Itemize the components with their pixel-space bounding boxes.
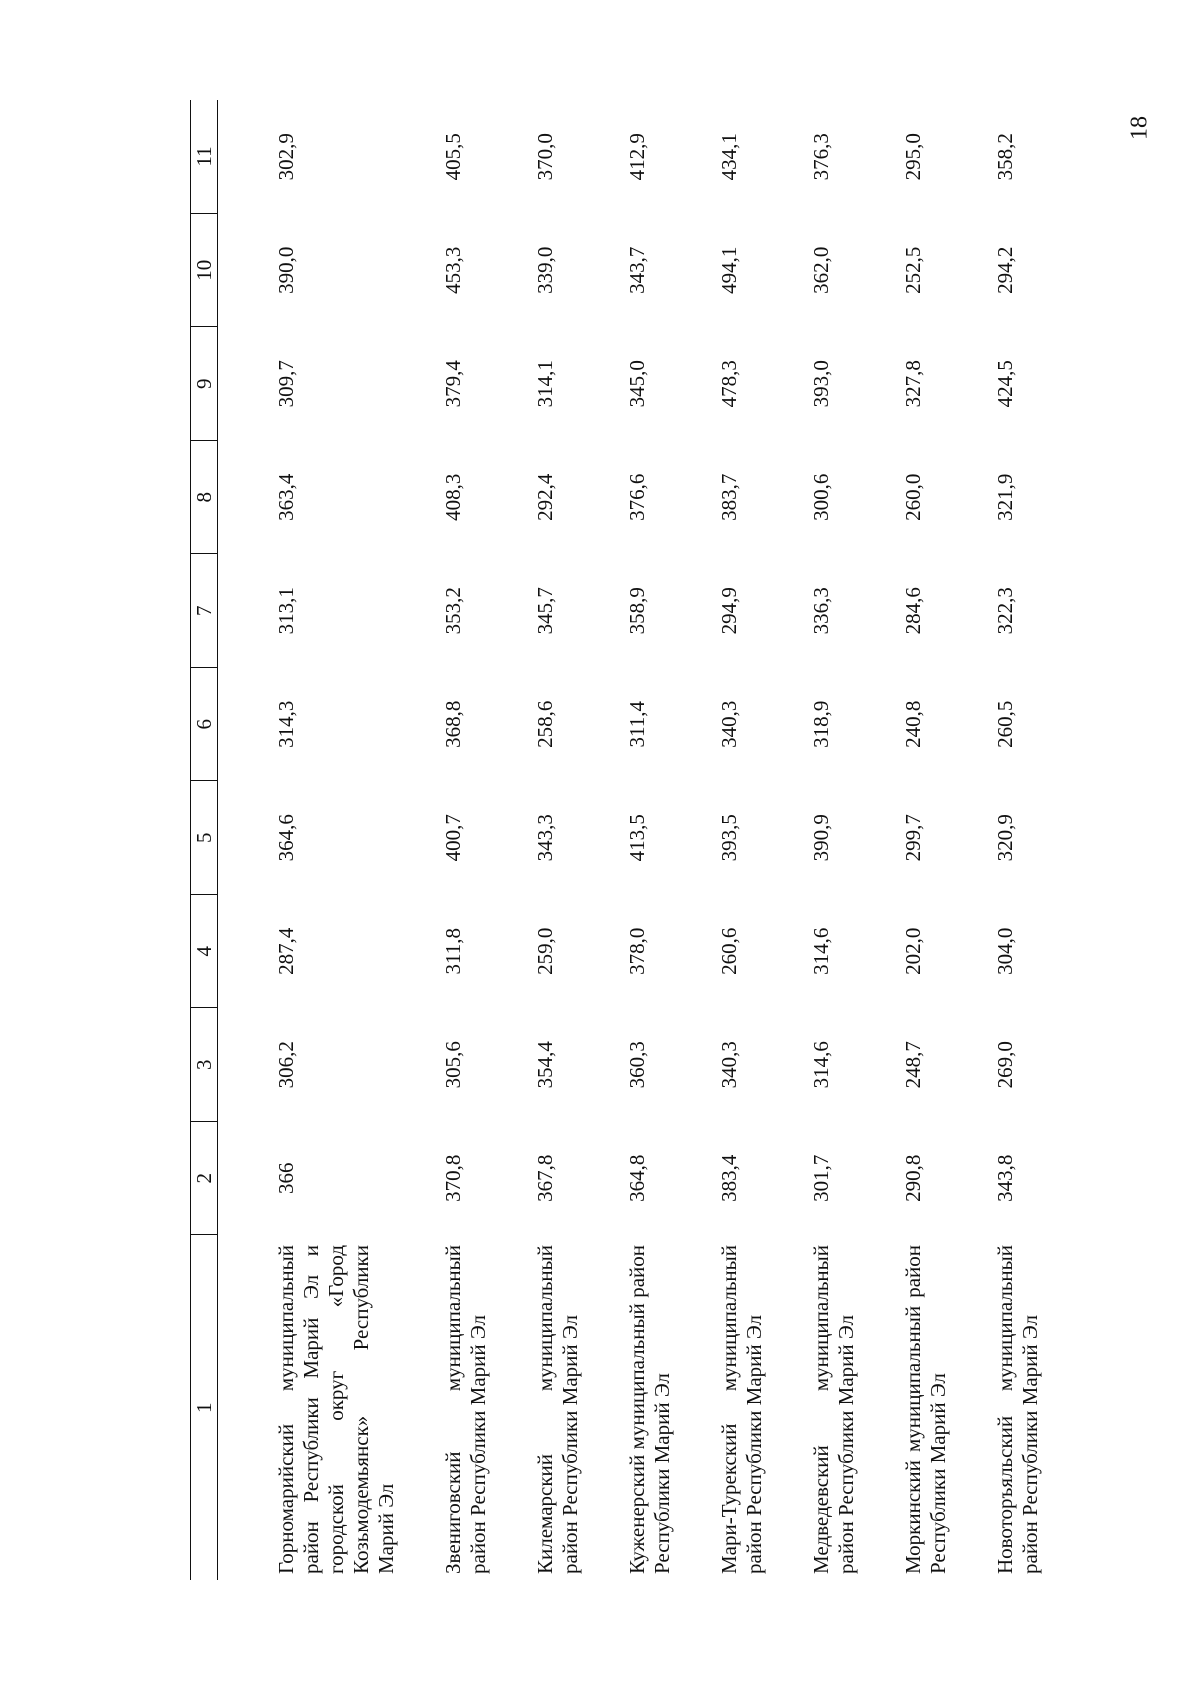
value-cell: 309,7 [274,360,298,408]
column-header: 5 [191,781,218,895]
value-cell: 260,6 [717,927,741,975]
value-cell: 376,6 [625,473,649,521]
value-cell: 390,9 [809,814,833,862]
page-number: 18 [1126,116,1153,140]
value-cell: 378,0 [625,927,649,975]
value-cell: 364,8 [625,1154,649,1202]
value-cell: 258,6 [533,700,557,748]
table-row [583,100,675,1580]
value-cell: 364,6 [274,814,298,862]
district-name-cell: Медведевский муниципальный район Республики Марий Эл [809,1245,858,1574]
value-cell: 248,7 [901,1041,925,1089]
table-header [191,100,218,1580]
column-header: 6 [191,668,218,782]
table-row [951,100,1043,1580]
value-cell: 336,3 [809,587,833,635]
value-cell: 413,5 [625,814,649,862]
value-cell: 314,3 [274,700,298,748]
column-header: 7 [191,554,218,668]
value-cell: 306,2 [274,1041,298,1089]
value-cell: 367,8 [533,1154,557,1202]
column-header: 10 [191,214,218,328]
value-cell: 314,6 [809,1041,833,1089]
value-cell: 259,0 [533,927,557,975]
value-cell: 311,4 [625,701,649,748]
value-cell: 314,1 [533,360,557,408]
district-name-cell: Мари-Турекский муниципальный район Республики Марий Эл [717,1245,766,1574]
value-cell: 408,3 [441,473,465,521]
value-cell: 343,7 [625,246,649,294]
value-cell: 478,3 [717,360,741,408]
table-row [675,100,767,1580]
value-cell: 390,0 [274,246,298,294]
value-cell: 354,4 [533,1041,557,1089]
value-cell: 424,5 [993,360,1017,408]
value-cell: 287,4 [274,927,298,975]
value-cell: 300,6 [809,473,833,521]
data-table [190,100,1043,1580]
value-cell: 358,9 [625,587,649,635]
table-row [491,100,583,1580]
column-header: 1 [191,1235,218,1580]
value-cell: 383,4 [717,1154,741,1202]
value-cell: 370,8 [441,1154,465,1202]
value-cell: 393,0 [809,360,833,408]
value-cell: 269,0 [993,1041,1017,1089]
value-cell: 302,9 [274,133,298,181]
column-header: 2 [191,1122,218,1236]
value-cell: 314,6 [809,927,833,975]
value-cell: 294,2 [993,246,1017,294]
value-cell: 343,8 [993,1154,1017,1202]
value-cell: 383,7 [717,473,741,521]
value-cell: 295,0 [901,133,925,181]
value-cell: 252,5 [901,246,925,294]
district-name-cell: Куженерский муниципальный район Республики Марий Эл [625,1245,674,1574]
value-cell: 366 [274,1162,298,1194]
value-cell: 340,3 [717,700,741,748]
table-body [218,100,1044,1580]
value-cell: 202,0 [901,927,925,975]
value-cell: 313,1 [274,587,298,635]
value-cell: 290,8 [901,1154,925,1202]
rotated-table-container [190,100,1042,1580]
value-cell: 345,7 [533,587,557,635]
value-cell: 453,3 [441,246,465,294]
header-row [191,100,218,1580]
value-cell: 370,0 [533,133,557,181]
value-cell: 301,7 [809,1154,833,1202]
value-cell: 260,5 [993,700,1017,748]
district-name-cell: Звениговский муниципальный район Республики Марий Эл [441,1245,490,1574]
district-name-cell: Килемарский муниципальный район Республики Марий Эл [533,1245,582,1574]
value-cell: 320,9 [993,814,1017,862]
column-header: 3 [191,1008,218,1122]
value-cell: 434,1 [717,133,741,181]
value-cell: 299,7 [901,814,925,862]
value-cell: 311,8 [441,928,465,975]
column-header: 9 [191,327,218,441]
value-cell: 400,7 [441,814,465,862]
value-cell: 339,0 [533,246,557,294]
value-cell: 327,8 [901,360,925,408]
value-cell: 363,4 [274,473,298,521]
value-cell: 494,1 [717,246,741,294]
value-cell: 358,2 [993,133,1017,181]
value-cell: 379,4 [441,360,465,408]
value-cell: 284,6 [901,587,925,635]
value-cell: 292,4 [533,473,557,521]
value-cell: 376,3 [809,133,833,181]
value-cell: 321,9 [993,473,1017,521]
value-cell: 412,9 [625,133,649,181]
value-cell: 260,0 [901,473,925,521]
value-cell: 294,9 [717,587,741,635]
value-cell: 393,5 [717,814,741,862]
column-header: 8 [191,441,218,555]
value-cell: 362,0 [809,246,833,294]
table-row [767,100,859,1580]
district-name-cell: Новоторъяльский муниципальный район Республики Марий Эл [993,1245,1042,1574]
value-cell: 305,6 [441,1041,465,1089]
district-name-cell: Горномарийский муниципальный район Республики Марий Эл и городской округ «Город Козьмодемьянск» Республики Марий Эл [274,1245,398,1574]
value-cell: 405,5 [441,133,465,181]
value-cell: 340,3 [717,1041,741,1089]
value-cell: 353,2 [441,587,465,635]
table-row [218,100,400,1580]
district-name-cell: Моркинский муниципальный район Республики Марий Эл [901,1245,950,1574]
value-cell: 240,8 [901,700,925,748]
column-header: 4 [191,895,218,1009]
table-row [399,100,491,1580]
table-row [859,100,951,1580]
value-cell: 343,3 [533,814,557,862]
value-cell: 322,3 [993,587,1017,635]
value-cell: 368,8 [441,700,465,748]
value-cell: 318,9 [809,700,833,748]
value-cell: 304,0 [993,927,1017,975]
value-cell: 360,3 [625,1041,649,1089]
column-header: 11 [191,100,218,214]
value-cell: 345,0 [625,360,649,408]
